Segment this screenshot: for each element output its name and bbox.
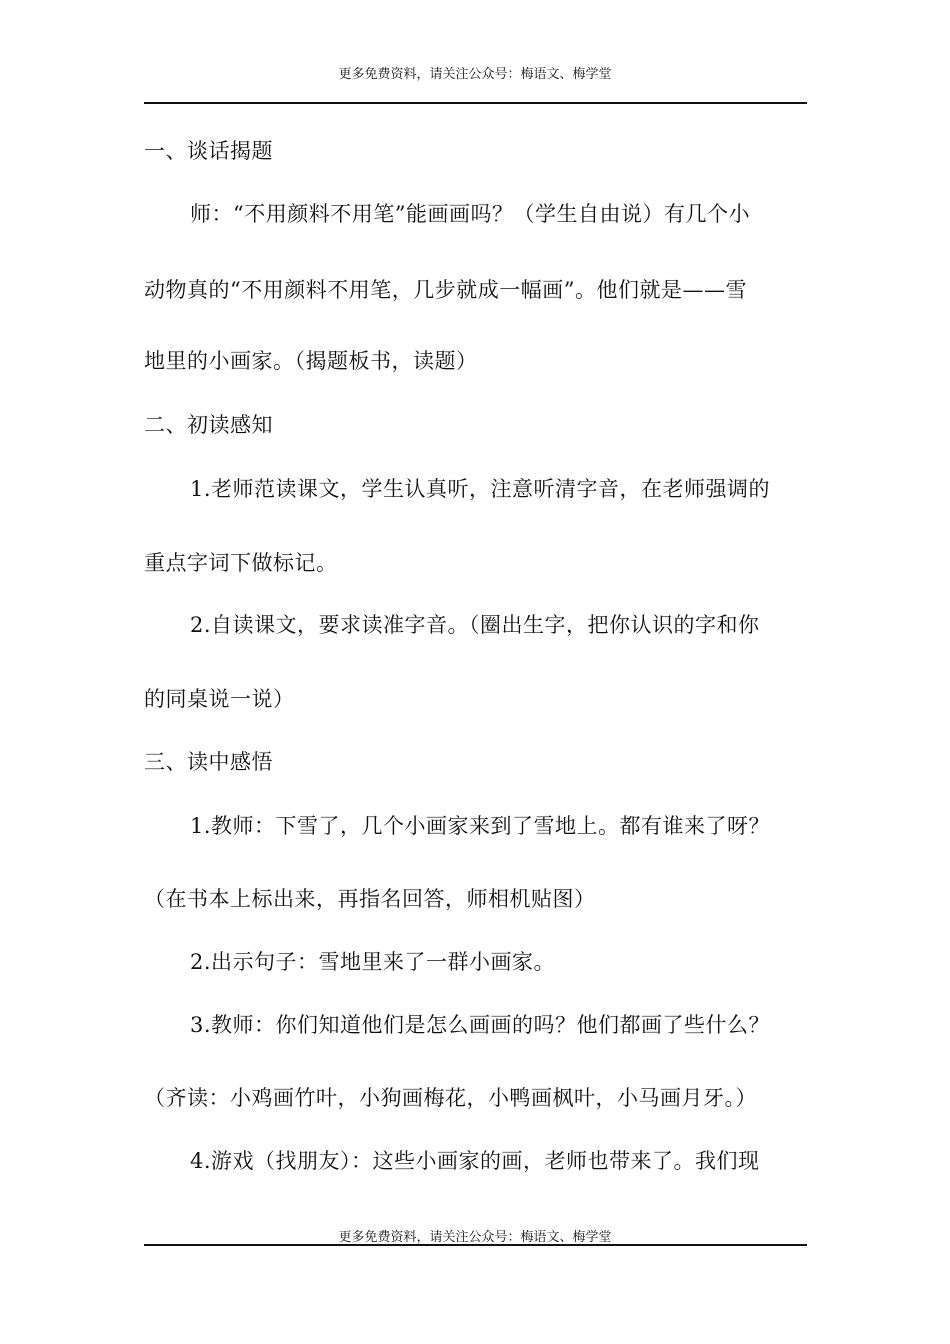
paragraph-line: 师：“不用颜料不用笔”能画画吗？（学生自由说）有几个小 bbox=[190, 202, 750, 226]
list-item-line: 3.教师：你们知道他们是怎么画画的吗？他们都画了些什么？ bbox=[190, 1013, 771, 1037]
list-item-line: 4.游戏（找朋友）：这些小画家的画，老师也带来了。我们现 bbox=[190, 1149, 760, 1173]
list-item-line: 的同桌说一说） bbox=[144, 687, 295, 711]
section-heading-2: 二、初读感知 bbox=[144, 413, 273, 437]
header-text: 更多免费资料，请关注公众号：梅语文、梅学堂 bbox=[338, 67, 612, 82]
paragraph-line: 地里的小画家。（揭题板书，读题） bbox=[144, 349, 478, 373]
footer-text: 更多免费资料，请关注公众号：梅语文、梅学堂 bbox=[338, 1230, 612, 1245]
list-item-line: 重点字词下做标记。 bbox=[144, 551, 338, 575]
section-heading-1: 一、谈话揭题 bbox=[144, 139, 273, 163]
list-item-line: 2.出示句子：雪地里来了一群小画家。 bbox=[190, 950, 556, 974]
list-item-line: 1.教师：下雪了，几个小画家来到了雪地上。都有谁来了呀？ bbox=[190, 814, 771, 838]
list-item-line: 1.老师范读课文，学生认真听，注意听清字音，在老师强调的 bbox=[190, 477, 771, 501]
footer-rule bbox=[144, 1244, 807, 1246]
header-rule bbox=[144, 102, 807, 104]
list-item-line: （齐读：小鸡画竹叶，小狗画梅花，小鸭画枫叶，小马画月牙。） bbox=[144, 1086, 757, 1110]
list-item-line: 2.自读课文，要求读准字音。（圈出生字，把你认识的字和你 bbox=[190, 613, 760, 637]
list-item-line: （在书本上标出来，再指名回答，师相机贴图） bbox=[144, 887, 596, 911]
paragraph-line: 动物真的“不用颜料不用笔，几步就成一幅画”。他们就是——雪 bbox=[144, 278, 747, 302]
section-heading-3: 三、读中感悟 bbox=[144, 750, 273, 774]
